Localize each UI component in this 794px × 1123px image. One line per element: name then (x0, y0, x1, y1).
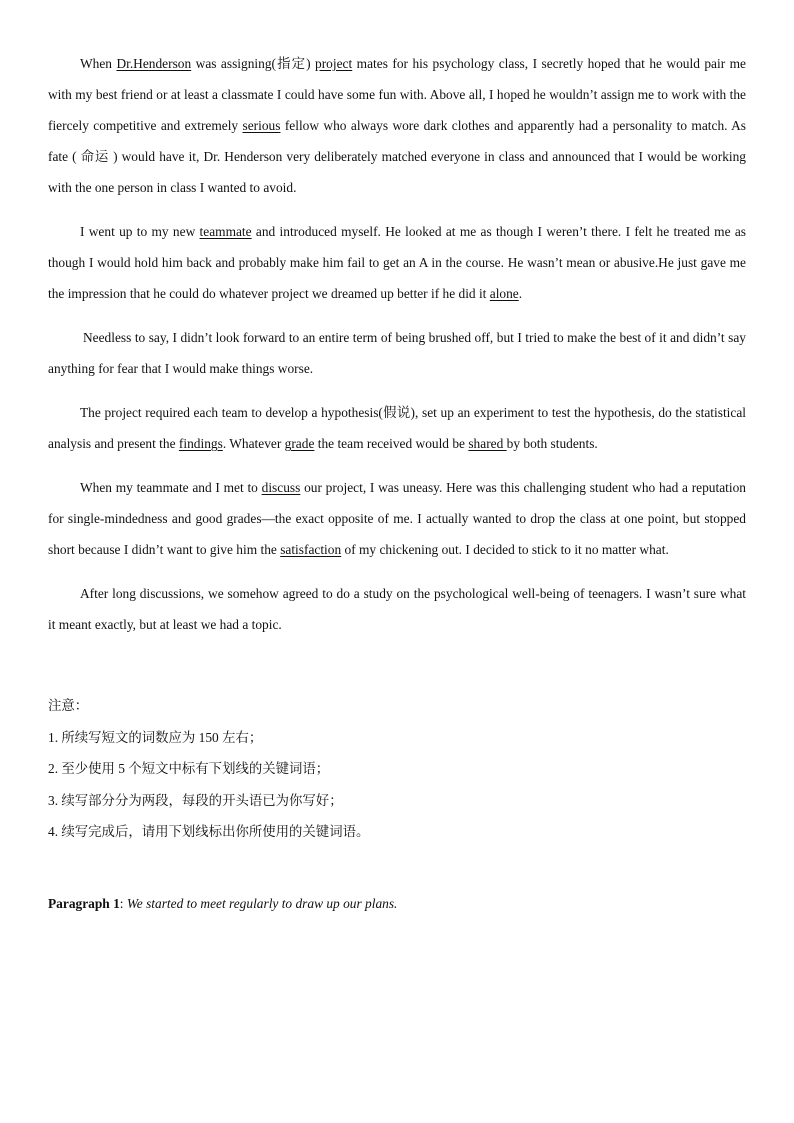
note-item: 1. 所续写短文的词数应为 150 左右； (48, 729, 263, 745)
passage-paragraph-6: After long discussions, we somehow agreed to do a study on the psychological well-being of teenagers. I wasn’t sure what it meant exactly, but at least we had a topic. (48, 586, 746, 632)
underlined-keyword: satisfaction (280, 542, 342, 557)
underlined-keyword: Dr.Henderson (116, 56, 192, 71)
underlined-keyword: serious (242, 118, 281, 133)
paragraph-1-opening-sentence: We started to meet regularly to draw up our plans. (126, 895, 398, 911)
document-page (48, 48, 746, 919)
text-run: . Whatever (222, 436, 285, 451)
text-run: our project, I was uneasy. Here was this challenging student who had a reputation for single-mindedness and good grades—the exact opposite of me. I actually wanted to drop the class at one point, but stopped short because I didn’t want to give him the (48, 480, 747, 557)
underlined-keyword: shared (468, 436, 507, 451)
underlined-keyword: alone (489, 286, 519, 301)
underlined-keyword: grade (284, 436, 315, 451)
text-run: mates for his psychology class, I secretly hoped that he would pair me with my best friend or at least a classmate I could have some fun with. Above all, I hoped he wouldn’t assign me to work with the fiercely competitive and extremely (48, 56, 746, 133)
notes-title: 注意： (48, 698, 89, 713)
underlined-keyword: findings (178, 436, 223, 451)
passage-paragraph-3: Needless to say, I didn’t look forward to an entire term of being brushed off, but I tried to make the best of it and didn’t say anything for fear that I would make things worse. (48, 330, 746, 376)
text-run: . (518, 286, 523, 301)
text-run: When (80, 56, 117, 71)
text-run: The project required each team to develop a hypothesis(假说), set up an experiment to test the hypothesis, do the statistical analysis and present the (48, 405, 746, 451)
text-run: by both students. (506, 436, 598, 451)
passage-paragraph-1 (48, 48, 746, 203)
passage-paragraph-4 (48, 397, 746, 459)
text-run: I went up to my new (80, 224, 200, 239)
paragraph-1-label: Paragraph 1 (48, 895, 120, 911)
text-run: was assigning(指定) (191, 56, 316, 71)
underlined-keyword: discuss (261, 480, 301, 495)
text-run: When my teammate and I met to (80, 480, 262, 495)
note-item: 4. 续写完成后，请用下划线标出你所使用的关键词语。 (48, 824, 370, 839)
text-run: of my chickening out. I decided to stick to it no matter what. (341, 542, 669, 557)
passage-paragraph-5 (48, 472, 746, 565)
text-run: fellow who always wore dark clothes and apparently had a personality to match. As fate ( 命运 ) would have it, Dr. Henderson very deliberately matched everyone in class and announced that I would be working with the one person in class I wanted to avoid. (48, 118, 747, 195)
paragraph-1-separator: : (119, 895, 127, 911)
note-item: 3. 续写部分分为两段，每段的开头语已为你写好； (48, 792, 343, 808)
text-run: the team received would be (314, 436, 469, 451)
paragraph-1-prompt (48, 888, 746, 919)
underlined-keyword: teammate (199, 224, 252, 239)
underlined-keyword: project (315, 56, 353, 71)
text-run: and introduced myself. He looked at me as though I weren’t there. I felt he treated me as though I would hold him back and probably make him fail to get an A in the course. He wasn’t mean or abusive.He just gave me the impression that he could do whatever project we dreamed up better if he did it (48, 224, 746, 301)
notes-section (48, 690, 746, 848)
passage-paragraph-2 (48, 216, 746, 309)
note-item: 2. 至少使用 5 个短文中标有下划线的关键词语； (48, 761, 330, 776)
